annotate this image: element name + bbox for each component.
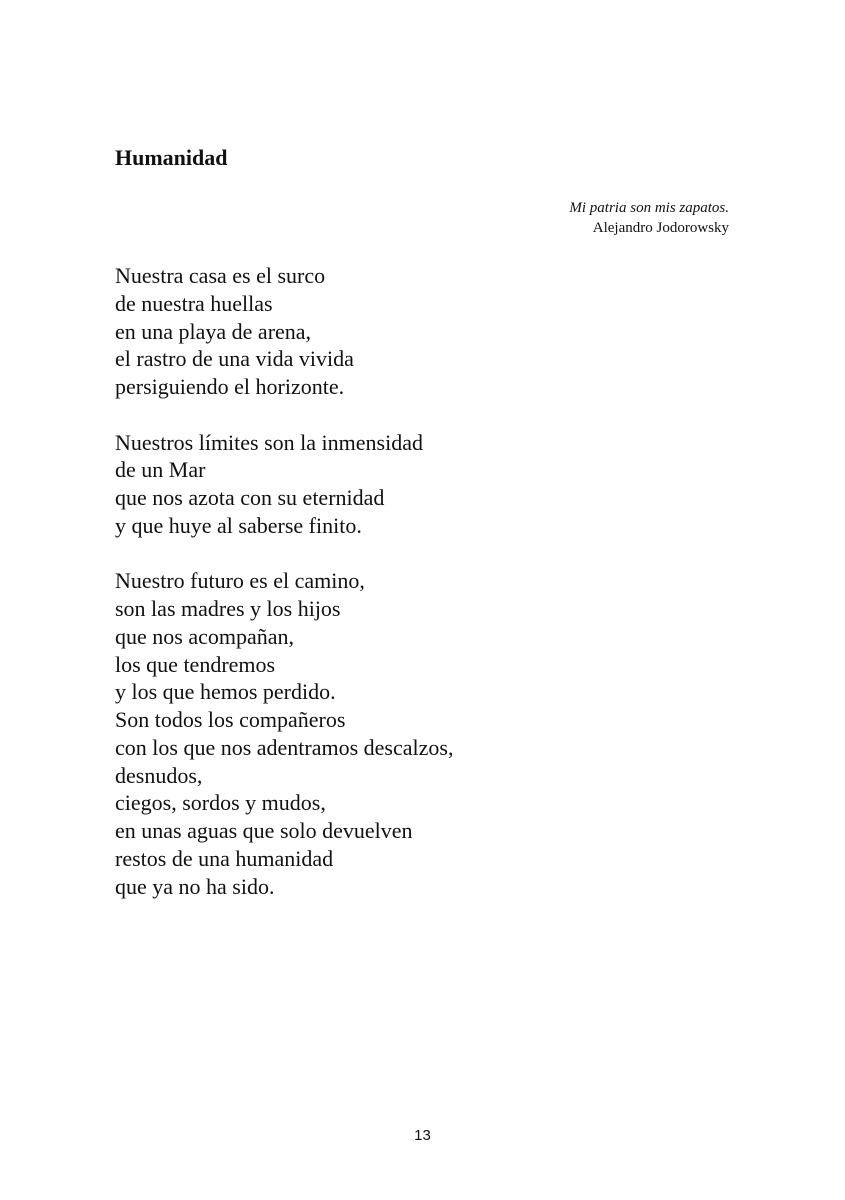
poem-line: que ya no ha sido. bbox=[115, 873, 275, 899]
poem-line: los que tendremos bbox=[115, 651, 276, 677]
poem-line: persiguiendo el horizonte. bbox=[115, 374, 345, 399]
poem-line: en una playa de arena, bbox=[115, 318, 312, 344]
poem-body bbox=[115, 262, 735, 928]
epigraph bbox=[369, 198, 729, 238]
stanza bbox=[115, 262, 735, 401]
stanza bbox=[115, 429, 735, 540]
poem-line: con los que nos adentramos descalzos, bbox=[115, 734, 454, 760]
epigraph-quote: Mi patria son mis zapatos. bbox=[569, 200, 729, 216]
poem-line: son las madres y los hijos bbox=[115, 596, 341, 621]
poem-line: restos de una humanidad bbox=[115, 845, 334, 871]
poem-line: que nos acompañan, bbox=[115, 623, 294, 649]
page-title: Humanidad bbox=[115, 145, 228, 170]
poem-line: Son todos los compañeros bbox=[115, 707, 346, 732]
poem-line: y los que hemos perdido. bbox=[115, 679, 336, 705]
poem-line: desnudos, bbox=[115, 762, 203, 788]
poem-line: Nuestro futuro es el camino, bbox=[115, 568, 365, 594]
stanza bbox=[115, 567, 735, 900]
poem-line: de nuestra huellas bbox=[115, 290, 273, 316]
page-number: 13 bbox=[414, 1127, 431, 1144]
poem-line: de un Mar bbox=[115, 457, 206, 483]
poem-line: el rastro de una vida vivida bbox=[115, 346, 354, 372]
poem-line: Nuestra casa es el surco bbox=[115, 263, 326, 288]
poem-line: en unas aguas que solo devuelven bbox=[115, 818, 413, 843]
poem-line: ciegos, sordos y mudos, bbox=[115, 790, 326, 816]
poem-line: Nuestros límites son la inmensidad bbox=[115, 429, 423, 455]
epigraph-author: Alejandro Jodorowsky bbox=[592, 220, 729, 236]
poem-line: y que huye al saberse finito. bbox=[115, 512, 362, 538]
poem-line: que nos azota con su eternidad bbox=[115, 485, 385, 510]
